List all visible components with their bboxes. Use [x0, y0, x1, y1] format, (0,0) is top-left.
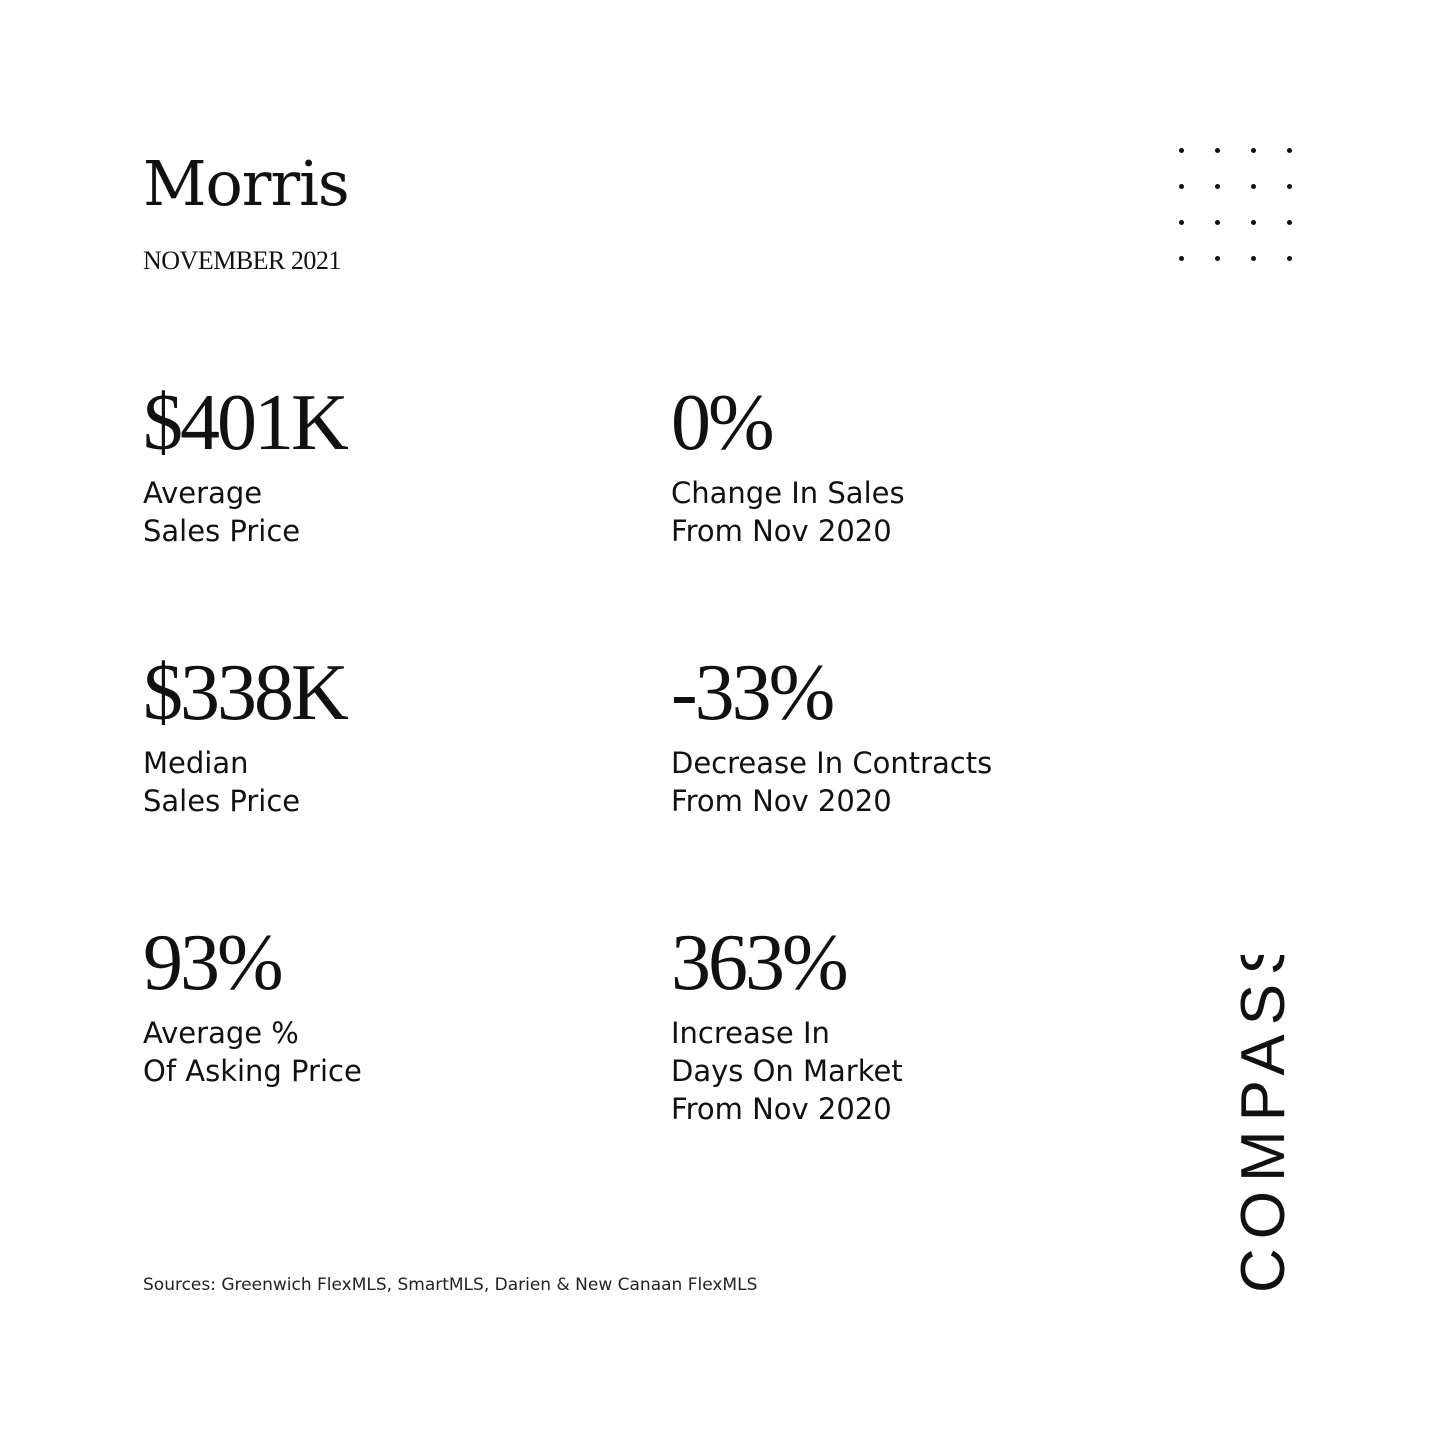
- dot: [1215, 184, 1220, 189]
- stat-value: $401K: [143, 379, 346, 467]
- dot: [1251, 148, 1256, 153]
- stat-value: 0%: [671, 379, 772, 467]
- stat-days-on-market: [671, 918, 903, 1128]
- dot: [1179, 184, 1184, 189]
- stat-value: -33%: [671, 649, 833, 737]
- stat-label: Median Sales Price: [143, 746, 301, 818]
- dot: [1179, 256, 1184, 261]
- dot: [1287, 220, 1292, 225]
- stat-decrease-in-contracts: [671, 648, 992, 820]
- dot: [1215, 256, 1220, 261]
- stat-label: Average % Of Asking Price: [143, 1016, 362, 1088]
- stat-value: 363%: [671, 919, 846, 1007]
- dot: [1287, 256, 1292, 261]
- compass-logo-graphic: [1180, 955, 1340, 1295]
- dot: [1287, 148, 1292, 153]
- dot: [1287, 184, 1292, 189]
- stat-label: Change In Sales From Nov 2020: [671, 476, 905, 548]
- compass-logo: [1180, 955, 1340, 1295]
- dot: [1179, 148, 1184, 153]
- stat-change-in-sales: [671, 378, 905, 550]
- stat-label: Average Sales Price: [143, 476, 301, 548]
- stat-median-sales-price: [143, 648, 346, 820]
- report-date: NOVEMBER 2021: [143, 246, 341, 275]
- stat-average-percent-asking: [143, 918, 362, 1090]
- stat-label: Increase In Days On Market From Nov 2020: [671, 1016, 903, 1126]
- page-title: Morris: [143, 147, 349, 220]
- dot: [1251, 184, 1256, 189]
- stat-average-sales-price: [143, 378, 346, 550]
- stat-value: 93%: [143, 919, 281, 1007]
- logo-text: COMPASS: [1229, 955, 1298, 1293]
- dot: [1179, 220, 1184, 225]
- stat-label: Decrease In Contracts From Nov 2020: [671, 746, 993, 818]
- sources-footnote: Sources: Greenwich FlexMLS, SmartMLS, Darien & New Canaan FlexMLS: [143, 1275, 758, 1295]
- dot: [1215, 148, 1220, 153]
- dot-grid-icon: [1176, 145, 1300, 269]
- stat-value: $338K: [143, 649, 346, 737]
- dot: [1251, 256, 1256, 261]
- dot: [1251, 220, 1256, 225]
- dot: [1215, 220, 1220, 225]
